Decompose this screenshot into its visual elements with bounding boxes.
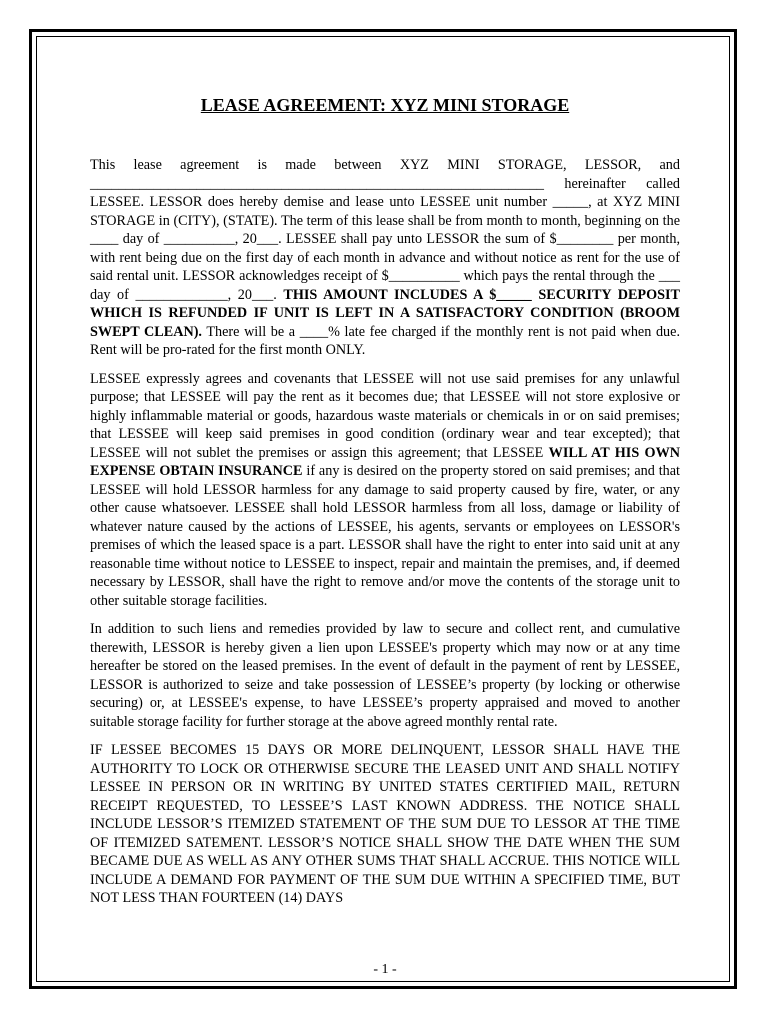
covenants-text-cont: if any is desired on the property stored on said premises; and that LESSEE will hold LESSOR harmless for any damage to said property caused by fire, water, or any other cause whatsoever. LESSEE shall hold LESSOR harmless from all loss, damage or liability of whatever nature caused by the actions of LESSEE, his agents, servants or employees on LESSOR's premises of which the leased space is a part. LESSOR shall have the right to enter into said unit at any reasonable time without notice to LESSEE to inspect, repair and maintain the premises, and, if deemed necessary by LESSOR, shall have the right to remove and/or move the contents of the storage unit to other suitable storage facilities. — [90, 463, 680, 609]
insurance-clause: WILL AT HIS OWN EXPENSE OBTAIN INSURANCE — [90, 444, 681, 479]
paragraph-delinquency: IF LESSEE BECOMES 15 DAYS OR MORE DELINQUENT, LESSOR SHALL HAVE THE AUTHORITY TO LOCK OR OTHERWISE SECURE THE LEASED UNIT AND SHALL NOTIFY LESSEE IN PERSON OR IN WRITING BY UNITED STATES CERTIFIED MAIL, RETURN RECEIPT REQUESTED, TO LESSEE’S LAST KNOWN ADDRESS. THE NOTICE SHALL INCLUDE LESSOR’S ITEMIZED STATEMENT OF THE SUM DUE TO LESSOR AT THE TIME OF ITEMIZED SATEMENT. LESSOR’S NOTICE SHALL SHOW THE DATE WHEN THE SUM BECAME DUE AS WELL AS ANY OTHER SUMS THAT SHALL ACCRUE. THIS NOTICE WILL INCLUDE A DEMAND FOR PAYMENT OF THE SUM DUE WITHIN A SPECIFIED TIME, BUT NOT LESS THAN FOURTEEN (14) DAYS — [90, 742, 680, 906]
late-fee-text: There will be a ____% late fee charged if the monthly rent is not paid when due. Rent will be pro-rated for the first month ONLY. — [90, 323, 680, 358]
paragraph-liens: In addition to such liens and remedies provided by law to secure and collect rent, and cumulative therewith, LESSOR is hereby given a lien upon LESSEE's property which may now or at any time hereafter be stored on the leased premises. In the event of default in the payment of rent by LESSEE, LESSOR is authorized to seize and take possession of LESSEE’s property (by locking or otherwise securing) or, at LESSEE's expense, to have LESSEE’s property appraised and moved to another suitable storage facility for further storage at the above agreed monthly rental rate. — [90, 621, 680, 730]
document-title: LEASE AGREEMENT: XYZ MINI STORAGE — [200, 95, 570, 115]
lease-terms-text: This lease agreement is made between XYZ MINI STORAGE, LESSOR, and ________________________________________________________________ hereinafter called LESSEE. LESSOR does hereby demise and lease unto LESSEE unit number _____, at XYZ MINI STORAGE in (CITY), (STATE). The term of this lease shall be from month to month, beginning on the ____ day of __________, 20___. LESSEE shall pay unto LESSOR the sum of $________ per month, with rent being due on the first day of each month in advance and without notice as rent for the use of said rental unit. LESSOR acknowledges receipt of $__________ which pays the rental through the ___ day of _____________, 20___. — [90, 157, 680, 303]
page-number: - 1 - — [373, 962, 397, 977]
security-deposit-clause: THIS AMOUNT INCLUDES A $_____ SECURITY DEPOSIT WHICH IS REFUNDED IF UNIT IS LEFT IN A SATISFACTORY CONDITION (BROOM SWEPT CLEAN). — [90, 286, 681, 340]
document-body — [90, 95, 680, 918]
paragraph-lease-terms — [90, 156, 680, 360]
paragraph-covenants — [90, 370, 680, 611]
covenants-text: LESSEE expressly agrees and covenants that LESSEE will not use said premises for any unlawful purpose; that LESSEE will pay the rent as it becomes due; that LESSEE will not store explosive or highly inflammable material or goods, hazardous waste materials or chemicals in or on said premises; that LESSEE will keep said premises in good condition (ordinary wear and tear excepted); that LESSEE will not sublet the premises or assign this agreement; that LESSEE — [90, 370, 680, 461]
